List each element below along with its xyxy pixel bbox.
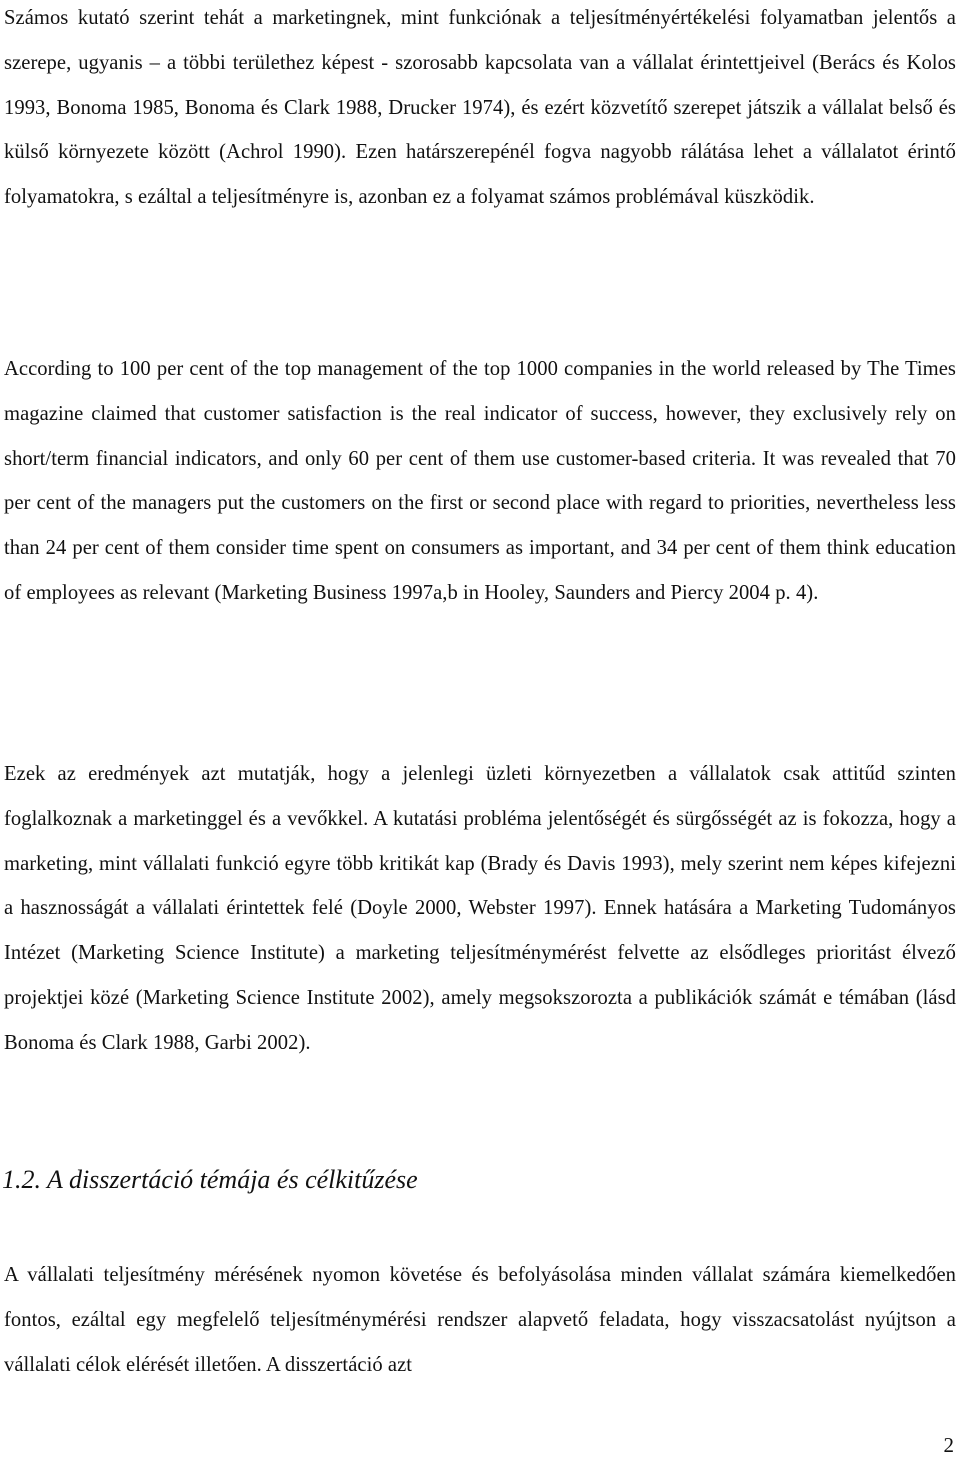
page-number: 2 xyxy=(943,1433,954,1457)
paragraph-research-significance: Ezek az eredmények azt mutatják, hogy a jelenlegi üzleti környezetben a vállalatok csak attitűd szinten foglalkoznak a marketinggel és a vevőkkel. A kutatási probléma jelentőségét és sürgősségét az is fokozza, hogy a marketing, mint vállalati funkció egyre több kritikát kap (Brady és Davis 1993), mely szerint nem képes kifejezni a hasznosságát a vállalati érintettek felé (Doyle 2000, Webster 1997). Ennek hatására a Marketing Tudományos Intézet (Marketing Science Institute) a marketing teljesítménymérést felvette az elsődleges prioritást élvező projektjei közé (Marketing Science Institute 2002), amely megsokszorozta a publikációk számát e témában (lásd Bonoma és Clark 1988, Garbi 2002). xyxy=(4,763,956,1054)
paragraph-marketing-role: Számos kutató szerint tehát a marketingnek, mint funkciónak a teljesítményértékelési folyamatban jelentős a szerepe, ugyanis – a többi területhez képest - szorosabb kapcsolata van a vállalat érintettjeivel (Berács és Kolos 1993, Bonoma 1985, Bonoma és Clark 1988, Drucker 1974), és ezért közvetítő szerepet játszik a vállalat belső és külső környezete között (Achrol 1990). Ezen határszerepénél fogva nagyobb rálátása lehet a vállalatot érintő folyamatokra, s ezáltal a teljesítményre is, azonban ez a folyamat számos problémával küszködik. xyxy=(4,7,956,209)
paragraph-dissertation-topic: A vállalati teljesítmény mérésének nyomon követése és befolyásolása minden vállalat számára kiemelkedően fontos, ezáltal egy megfelelő teljesítménymérési rendszer alapvető feladata, hogy visszacsatolást nyújtson a vállalati célok elérését illetően. A disszertáció azt xyxy=(4,1264,956,1376)
section-heading: 1.2. A disszertáció témája és célkitűzése xyxy=(2,1165,418,1194)
paragraph-top-management-survey: According to 100 per cent of the top management of the top 1000 companies in the world released by The Times magazine claimed that customer satisfaction is the real indicator of success, however, they exclusively rely on short/term financial indicators, and only 60 per cent of them use customer-based criteria. It was revealed that 70 per cent of the managers put the customers on the first or second place with regard to priorities, nevertheless less than 24 per cent of them consider time spent on consumers as important, and 34 per cent of them think education of employees as relevant (Marketing Business 1997a,b in Hooley, Saunders and Piercy 2004 p. 4). xyxy=(4,358,956,604)
